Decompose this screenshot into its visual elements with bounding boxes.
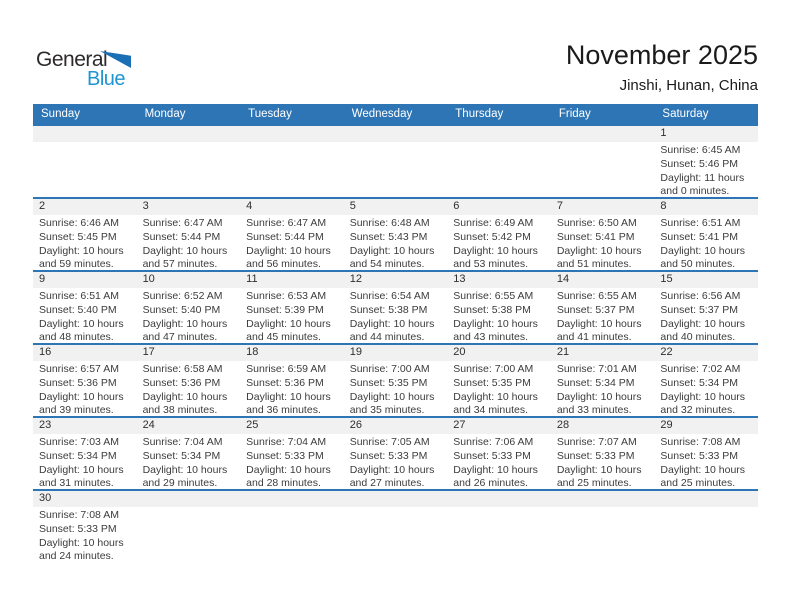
daylight-text: Daylight: 10 hours and 47 minutes. xyxy=(142,317,228,343)
daylight-text: Daylight: 10 hours and 41 minutes. xyxy=(556,317,642,343)
calendar-weeks xyxy=(33,126,758,564)
sunset-text: Sunset: 5:35 PM xyxy=(453,376,531,389)
day-cell-6 xyxy=(447,199,551,270)
day-info xyxy=(33,288,137,343)
day-info xyxy=(654,142,758,197)
day-info xyxy=(344,434,448,489)
sunrise-text: Sunrise: 7:06 AM xyxy=(453,436,534,448)
day-number: 18 xyxy=(240,345,344,361)
day-number: 3 xyxy=(137,199,241,215)
weekday-wednesday: Wednesday xyxy=(351,108,413,120)
sunset-text: Sunset: 5:34 PM xyxy=(660,376,739,389)
day-number: 26 xyxy=(344,418,448,434)
day-cell-empty xyxy=(33,126,137,197)
day-cell-12 xyxy=(344,272,448,343)
daylight-text: Daylight: 10 hours and 50 minutes. xyxy=(660,244,746,270)
day-info xyxy=(551,142,655,144)
sunset-text: Sunset: 5:35 PM xyxy=(349,376,428,389)
day-cell-25 xyxy=(240,418,344,489)
sunrise-text: Sunrise: 6:47 AM xyxy=(246,217,327,229)
day-number: 21 xyxy=(551,345,655,361)
daylight-text: Daylight: 10 hours and 35 minutes. xyxy=(349,390,435,416)
day-info xyxy=(240,288,344,343)
title-block xyxy=(566,40,758,94)
day-number: 12 xyxy=(344,272,448,288)
sunrise-text: Sunrise: 7:01 AM xyxy=(556,363,637,375)
day-info xyxy=(33,434,137,489)
daylight-text: Daylight: 10 hours and 40 minutes. xyxy=(660,317,746,343)
sunrise-text: Sunrise: 7:00 AM xyxy=(349,363,430,375)
sunrise-text: Sunrise: 6:58 AM xyxy=(142,363,223,375)
daylight-text: Daylight: 10 hours and 54 minutes. xyxy=(349,244,435,270)
day-cell-1 xyxy=(654,126,758,197)
logo-text-blue: Blue xyxy=(87,68,126,90)
weekday-friday: Friday xyxy=(558,108,591,120)
day-cell-17 xyxy=(137,345,241,416)
day-cell-29 xyxy=(654,418,758,489)
sunset-text: Sunset: 5:44 PM xyxy=(246,230,324,243)
sunset-text: Sunset: 5:36 PM xyxy=(246,376,324,389)
weekday-saturday: Saturday xyxy=(662,108,709,120)
day-number: 25 xyxy=(240,418,344,434)
sunrise-text: Sunrise: 6:57 AM xyxy=(39,363,119,375)
day-cell-3 xyxy=(137,199,241,270)
daylight-text: Daylight: 10 hours and 26 minutes. xyxy=(453,463,538,489)
day-info xyxy=(447,142,551,144)
day-cell-empty xyxy=(654,491,758,564)
day-cell-empty xyxy=(551,491,655,564)
day-info xyxy=(654,434,758,489)
day-info xyxy=(344,507,448,509)
sunset-text: Sunset: 5:39 PM xyxy=(246,303,324,316)
sunset-text: Sunset: 5:45 PM xyxy=(39,230,117,243)
location-subtitle: Jinshi, Hunan, China xyxy=(619,77,758,94)
day-number: 9 xyxy=(33,272,137,288)
day-number: 29 xyxy=(654,418,758,434)
sunrise-text: Sunrise: 7:04 AM xyxy=(246,436,327,448)
day-cell-15 xyxy=(654,272,758,343)
sunrise-text: Sunrise: 6:51 AM xyxy=(39,290,119,302)
week-row xyxy=(33,126,758,199)
day-number: 27 xyxy=(447,418,551,434)
sunset-text: Sunset: 5:41 PM xyxy=(556,230,635,243)
day-number xyxy=(447,491,551,507)
day-info xyxy=(654,215,758,270)
day-number xyxy=(344,491,448,507)
sunrise-text: Sunrise: 7:08 AM xyxy=(660,436,741,448)
sunset-text: Sunset: 5:33 PM xyxy=(556,449,635,462)
daylight-text: Daylight: 10 hours and 24 minutes. xyxy=(39,536,124,563)
day-info xyxy=(137,288,241,343)
daylight-text: Daylight: 10 hours and 25 minutes. xyxy=(660,463,746,489)
day-info xyxy=(137,215,241,270)
sunset-text: Sunset: 5:46 PM xyxy=(660,157,739,170)
sunset-text: Sunset: 5:37 PM xyxy=(556,303,635,316)
sunset-text: Sunset: 5:36 PM xyxy=(39,376,117,389)
day-cell-13 xyxy=(447,272,551,343)
day-number: 4 xyxy=(240,199,344,215)
sunrise-text: Sunrise: 6:51 AM xyxy=(660,217,741,229)
sunset-text: Sunset: 5:33 PM xyxy=(39,522,117,535)
daylight-text: Daylight: 10 hours and 53 minutes. xyxy=(453,244,538,270)
day-info xyxy=(551,507,655,509)
day-cell-16 xyxy=(33,345,137,416)
day-number: 7 xyxy=(551,199,655,215)
sunrise-text: Sunrise: 6:50 AM xyxy=(556,217,637,229)
sunrise-text: Sunrise: 7:03 AM xyxy=(39,436,119,448)
sunset-text: Sunset: 5:37 PM xyxy=(660,303,739,316)
day-info xyxy=(654,361,758,416)
weekday-thursday: Thursday xyxy=(455,108,504,120)
day-info xyxy=(551,434,655,489)
daylight-text: Daylight: 10 hours and 28 minutes. xyxy=(246,463,331,489)
day-cell-empty xyxy=(137,126,241,197)
week-row xyxy=(33,272,758,345)
day-number: 16 xyxy=(33,345,137,361)
week-row xyxy=(33,345,758,418)
sunrise-text: Sunrise: 6:55 AM xyxy=(556,290,637,302)
day-info xyxy=(33,142,137,144)
day-cell-27 xyxy=(447,418,551,489)
daylight-text: Daylight: 10 hours and 57 minutes. xyxy=(142,244,228,270)
day-info xyxy=(137,142,241,144)
daylight-text: Daylight: 10 hours and 38 minutes. xyxy=(142,390,228,416)
daylight-text: Daylight: 10 hours and 31 minutes. xyxy=(39,463,124,489)
day-number: 5 xyxy=(344,199,448,215)
sunset-text: Sunset: 5:33 PM xyxy=(246,449,324,462)
daylight-text: Daylight: 10 hours and 27 minutes. xyxy=(349,463,435,489)
daylight-text: Daylight: 10 hours and 29 minutes. xyxy=(142,463,228,489)
weekday-monday: Monday xyxy=(144,108,186,120)
day-number: 10 xyxy=(137,272,241,288)
day-info xyxy=(344,288,448,343)
day-cell-empty xyxy=(447,491,551,564)
day-cell-26 xyxy=(344,418,448,489)
day-cell-8 xyxy=(654,199,758,270)
day-info xyxy=(654,288,758,343)
day-cell-7 xyxy=(551,199,655,270)
day-info xyxy=(240,507,344,509)
day-cell-empty xyxy=(344,126,448,197)
day-cell-9 xyxy=(33,272,137,343)
daylight-text: Daylight: 10 hours and 56 minutes. xyxy=(246,244,331,270)
day-cell-23 xyxy=(33,418,137,489)
day-number: 24 xyxy=(137,418,241,434)
general-blue-logo xyxy=(36,46,146,96)
sunrise-text: Sunrise: 6:54 AM xyxy=(349,290,430,302)
day-number: 17 xyxy=(137,345,241,361)
daylight-text: Daylight: 10 hours and 43 minutes. xyxy=(453,317,538,343)
sunrise-text: Sunrise: 7:04 AM xyxy=(142,436,223,448)
sunset-text: Sunset: 5:42 PM xyxy=(453,230,531,243)
sunrise-text: Sunrise: 7:05 AM xyxy=(349,436,430,448)
sunset-text: Sunset: 5:34 PM xyxy=(142,449,221,462)
day-info xyxy=(240,215,344,270)
day-number xyxy=(344,126,448,142)
day-info xyxy=(240,142,344,144)
daylight-text: Daylight: 10 hours and 59 minutes. xyxy=(39,244,124,270)
calendar xyxy=(33,104,758,564)
day-number: 13 xyxy=(447,272,551,288)
day-number xyxy=(654,491,758,507)
day-cell-empty xyxy=(551,126,655,197)
sunrise-text: Sunrise: 6:49 AM xyxy=(453,217,534,229)
sunset-text: Sunset: 5:40 PM xyxy=(39,303,117,316)
day-info xyxy=(447,507,551,509)
daylight-text: Daylight: 10 hours and 48 minutes. xyxy=(39,317,124,343)
sunset-text: Sunset: 5:40 PM xyxy=(142,303,221,316)
day-info xyxy=(33,361,137,416)
day-info xyxy=(344,215,448,270)
day-info xyxy=(447,361,551,416)
sunrise-text: Sunrise: 6:47 AM xyxy=(142,217,223,229)
sunset-text: Sunset: 5:36 PM xyxy=(142,376,221,389)
day-cell-22 xyxy=(654,345,758,416)
day-cell-28 xyxy=(551,418,655,489)
day-info xyxy=(240,361,344,416)
day-number: 30 xyxy=(33,491,137,507)
sunrise-text: Sunrise: 6:46 AM xyxy=(39,217,119,229)
sunset-text: Sunset: 5:43 PM xyxy=(349,230,428,243)
sunrise-text: Sunrise: 6:53 AM xyxy=(246,290,327,302)
day-cell-empty xyxy=(447,126,551,197)
day-number: 6 xyxy=(447,199,551,215)
day-number xyxy=(33,126,137,142)
day-info xyxy=(137,361,241,416)
day-number: 28 xyxy=(551,418,655,434)
daylight-text: Daylight: 10 hours and 39 minutes. xyxy=(39,390,124,416)
daylight-text: Daylight: 10 hours and 36 minutes. xyxy=(246,390,331,416)
day-number xyxy=(551,491,655,507)
day-info xyxy=(344,361,448,416)
sunrise-text: Sunrise: 7:00 AM xyxy=(453,363,534,375)
sunset-text: Sunset: 5:44 PM xyxy=(142,230,221,243)
day-cell-11 xyxy=(240,272,344,343)
day-number: 1 xyxy=(654,126,758,142)
day-number: 2 xyxy=(33,199,137,215)
sunset-text: Sunset: 5:34 PM xyxy=(556,376,635,389)
sunrise-text: Sunrise: 6:45 AM xyxy=(660,144,741,156)
day-cell-20 xyxy=(447,345,551,416)
day-number: 22 xyxy=(654,345,758,361)
daylight-text: Daylight: 10 hours and 34 minutes. xyxy=(453,390,538,416)
day-number xyxy=(551,126,655,142)
day-number xyxy=(240,126,344,142)
daylight-text: Daylight: 10 hours and 32 minutes. xyxy=(660,390,746,416)
weekday-header-row xyxy=(33,104,758,126)
sunset-text: Sunset: 5:33 PM xyxy=(660,449,739,462)
day-cell-empty xyxy=(137,491,241,564)
day-info xyxy=(551,288,655,343)
day-info xyxy=(447,434,551,489)
daylight-text: Daylight: 10 hours and 33 minutes. xyxy=(556,390,642,416)
day-cell-empty xyxy=(344,491,448,564)
day-info xyxy=(551,361,655,416)
day-number: 15 xyxy=(654,272,758,288)
day-number xyxy=(447,126,551,142)
day-cell-24 xyxy=(137,418,241,489)
day-number xyxy=(137,126,241,142)
day-number xyxy=(240,491,344,507)
day-number: 19 xyxy=(344,345,448,361)
day-info xyxy=(344,142,448,144)
daylight-text: Daylight: 11 hours and 0 minutes. xyxy=(660,171,745,197)
day-info xyxy=(137,507,241,509)
day-cell-4 xyxy=(240,199,344,270)
day-cell-21 xyxy=(551,345,655,416)
day-cell-18 xyxy=(240,345,344,416)
day-cell-empty xyxy=(240,491,344,564)
sunset-text: Sunset: 5:41 PM xyxy=(660,230,739,243)
sunrise-text: Sunrise: 7:07 AM xyxy=(556,436,637,448)
day-info xyxy=(654,507,758,509)
day-cell-14 xyxy=(551,272,655,343)
sunrise-text: Sunrise: 6:55 AM xyxy=(453,290,534,302)
sunset-text: Sunset: 5:38 PM xyxy=(453,303,531,316)
sunrise-text: Sunrise: 6:59 AM xyxy=(246,363,327,375)
day-number: 11 xyxy=(240,272,344,288)
day-cell-2 xyxy=(33,199,137,270)
sunrise-text: Sunrise: 6:48 AM xyxy=(349,217,430,229)
sunrise-text: Sunrise: 6:52 AM xyxy=(142,290,223,302)
day-cell-empty xyxy=(240,126,344,197)
day-info xyxy=(33,507,137,564)
page-title: November 2025 xyxy=(565,40,758,70)
daylight-text: Daylight: 10 hours and 45 minutes. xyxy=(246,317,331,343)
logo-text-general: General xyxy=(36,48,108,71)
sunrise-text: Sunrise: 7:02 AM xyxy=(660,363,741,375)
day-cell-10 xyxy=(137,272,241,343)
week-row xyxy=(33,199,758,272)
sunset-text: Sunset: 5:33 PM xyxy=(349,449,428,462)
day-number: 20 xyxy=(447,345,551,361)
day-number: 14 xyxy=(551,272,655,288)
sunset-text: Sunset: 5:34 PM xyxy=(39,449,117,462)
sunrise-text: Sunrise: 7:08 AM xyxy=(39,509,119,521)
day-number: 8 xyxy=(654,199,758,215)
day-info xyxy=(551,215,655,270)
daylight-text: Daylight: 10 hours and 25 minutes. xyxy=(556,463,642,489)
day-cell-30 xyxy=(33,491,137,564)
daylight-text: Daylight: 10 hours and 44 minutes. xyxy=(349,317,435,343)
day-number xyxy=(137,491,241,507)
day-cell-5 xyxy=(344,199,448,270)
day-number: 23 xyxy=(33,418,137,434)
sunrise-text: Sunrise: 6:56 AM xyxy=(660,290,741,302)
day-info xyxy=(447,215,551,270)
sunset-text: Sunset: 5:38 PM xyxy=(349,303,428,316)
sunset-text: Sunset: 5:33 PM xyxy=(453,449,531,462)
day-info xyxy=(447,288,551,343)
day-info xyxy=(137,434,241,489)
week-row xyxy=(33,491,758,564)
weekday-sunday: Sunday xyxy=(41,108,81,120)
daylight-text: Daylight: 10 hours and 51 minutes. xyxy=(556,244,642,270)
weekday-tuesday: Tuesday xyxy=(248,108,292,120)
week-row xyxy=(33,418,758,491)
day-cell-19 xyxy=(344,345,448,416)
day-info xyxy=(33,215,137,270)
day-info xyxy=(240,434,344,489)
